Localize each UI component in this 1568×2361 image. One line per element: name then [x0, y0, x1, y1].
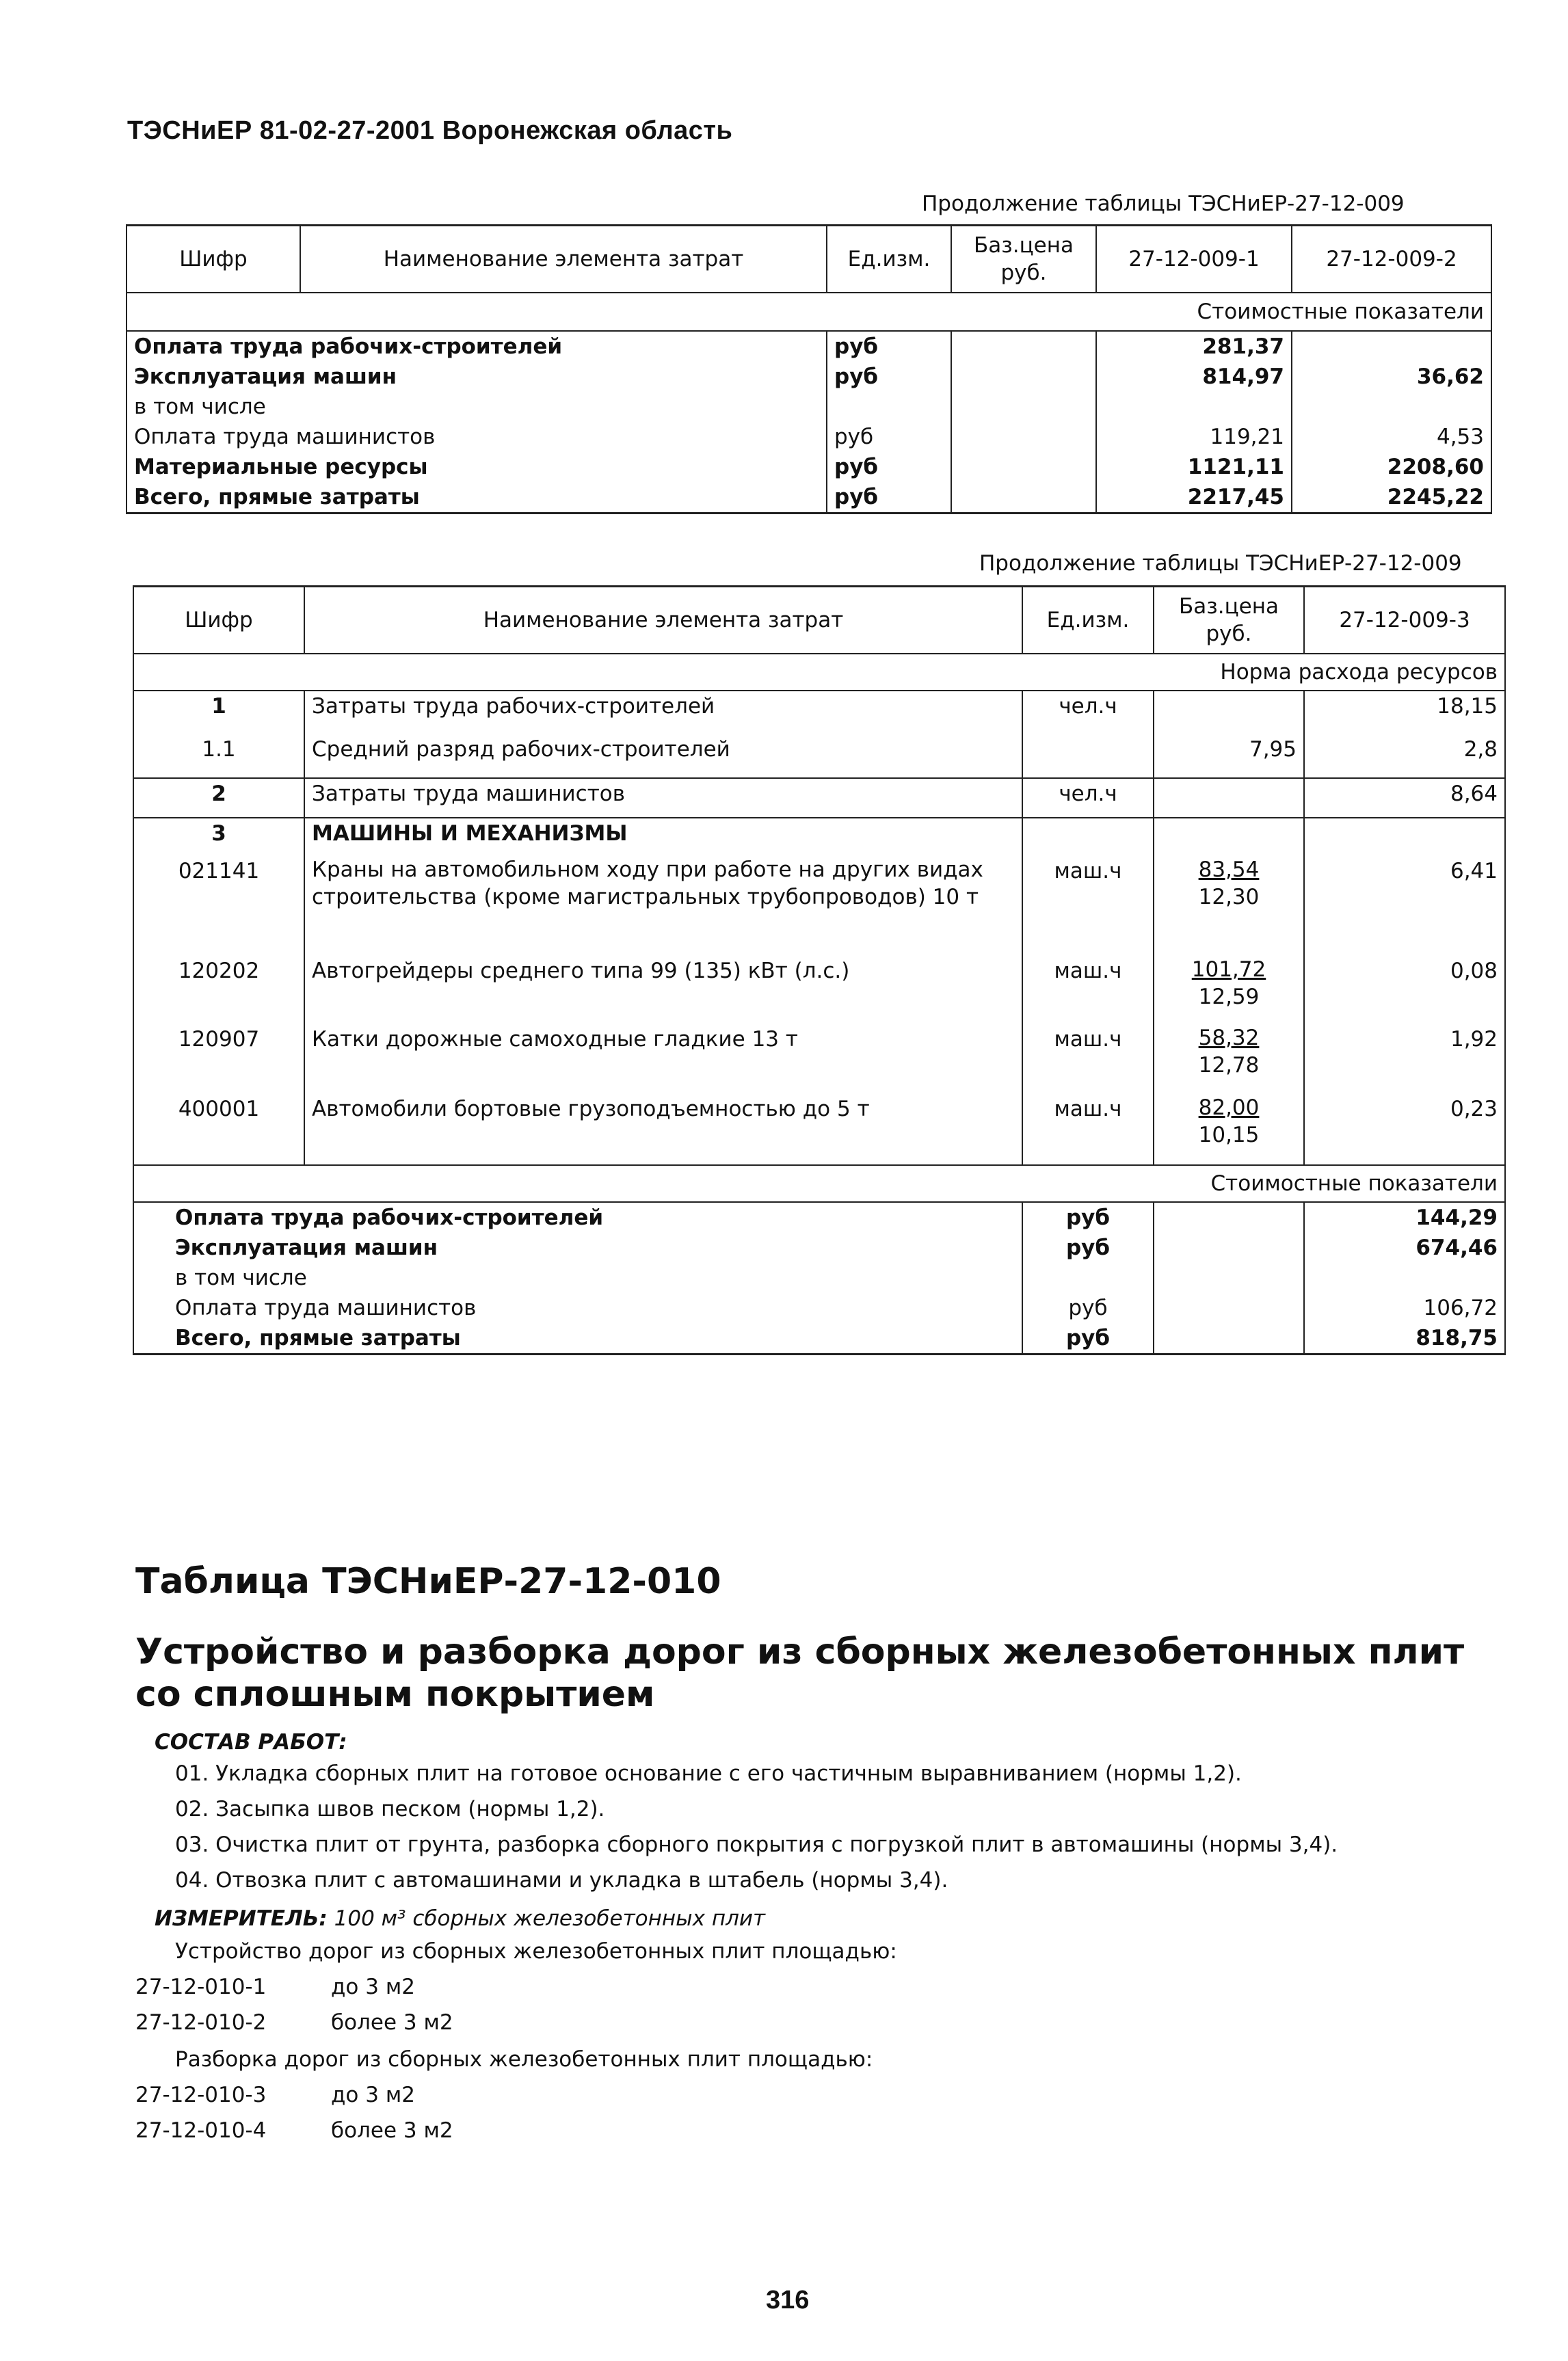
- row-price-cell: [1154, 1094, 1304, 1165]
- row-name: Автогрейдеры среднего типа 99 (135) кВт (л.с.): [304, 956, 1022, 1024]
- row-unit: [827, 392, 951, 422]
- work-item: 03. Очистка плит от грунта, разборка сборного покрытия с погрузкой плит в автомашины (нормы 3,4).: [175, 1832, 1338, 1857]
- row-col1: 119,21: [1096, 422, 1292, 452]
- row-name: в том числе: [127, 392, 827, 422]
- row-name: Оплата труда рабочих-строителей: [133, 1202, 1022, 1233]
- table-row: [133, 1024, 1505, 1094]
- norm-value: более 3 м2: [331, 2118, 453, 2143]
- row-price: 7,95: [1154, 734, 1304, 778]
- row-col1: 1121,11: [1096, 452, 1292, 482]
- row-name: Затраты труда рабочих-строителей: [304, 691, 1022, 734]
- row-unit: [1022, 1263, 1154, 1293]
- table1-continuation-caption: Продолжение таблицы ТЭСНиЕР-27-12-009: [922, 191, 1405, 216]
- row-code: 2: [133, 778, 304, 818]
- table1-header-row: [127, 226, 1491, 293]
- row-value: 106,72: [1304, 1293, 1505, 1323]
- page-number: 316: [766, 2286, 810, 2315]
- row-col2: [1292, 331, 1491, 362]
- row-price: [1154, 1202, 1304, 1233]
- works-label: СОСТАВ РАБОТ:: [155, 1730, 347, 1755]
- table1-header-base-price: Баз.цена руб.: [951, 226, 1096, 293]
- row-price-secondary: 10,15: [1198, 1122, 1260, 1147]
- row-unit: [1022, 818, 1154, 856]
- row-value: 144,29: [1304, 1202, 1505, 1233]
- row-name: Всего, прямые затраты: [127, 482, 827, 513]
- table1-section-row: [127, 293, 1491, 331]
- row-price: 58,32: [1198, 1025, 1260, 1050]
- row-unit: чел.ч: [1022, 691, 1154, 734]
- row-value: 2,8: [1304, 734, 1505, 778]
- table-row: [127, 452, 1491, 482]
- row-name: Материальные ресурсы: [127, 452, 827, 482]
- row-name: в том числе: [133, 1263, 1022, 1293]
- row-value: 1,92: [1304, 1024, 1505, 1094]
- norm-code: 27-12-010-1: [135, 1975, 267, 1999]
- table1-section-label: Стоимостные показатели: [127, 293, 1491, 331]
- table-row: [133, 856, 1505, 956]
- table-subtitle: Устройство и разборка дорог из сборных железобетонных плит со сплошным покрытием: [135, 1631, 1465, 1715]
- table2-header-name: Наименование элемента затрат: [304, 587, 1022, 654]
- table1-header-unit: Ед.изм.: [827, 226, 951, 293]
- table-row: [133, 1202, 1505, 1233]
- table-row: [133, 1094, 1505, 1165]
- row-base-price: [951, 452, 1096, 482]
- row-price-cell: [1154, 1024, 1304, 1094]
- row-unit: руб: [1022, 1233, 1154, 1263]
- row-unit: руб: [827, 452, 951, 482]
- table2-header-unit: Ед.изм.: [1022, 587, 1154, 654]
- row-unit: руб: [827, 331, 951, 362]
- row-value: [1304, 818, 1505, 856]
- row-unit: руб: [827, 482, 951, 513]
- table-row: [127, 482, 1491, 513]
- row-price: [1154, 1293, 1304, 1323]
- row-value: 8,64: [1304, 778, 1505, 818]
- table-row: [133, 691, 1505, 734]
- row-price-secondary: 12,78: [1198, 1052, 1260, 1078]
- row-name: Оплата труда рабочих-строителей: [127, 331, 827, 362]
- row-name: Краны на автомобильном ходу при работе на других видах строительства (кроме магистральных трубопроводов) 10 т: [304, 856, 1022, 956]
- table2-norm-section-label: Норма расхода ресурсов: [133, 654, 1505, 691]
- document-header: ТЭСНиЕР 81-02-27-2001 Воронежская область: [127, 116, 733, 145]
- row-unit: маш.ч: [1022, 1024, 1154, 1094]
- table-row: [133, 778, 1505, 818]
- row-name: Эксплуатация машин: [133, 1233, 1022, 1263]
- measure-value: 100 м³ сборных железобетонных плит: [334, 1906, 766, 1931]
- norm-code: 27-12-010-4: [135, 2118, 267, 2143]
- row-value: 818,75: [1304, 1323, 1505, 1355]
- row-unit: маш.ч: [1022, 856, 1154, 956]
- row-unit: чел.ч: [1022, 778, 1154, 818]
- norm-code: 27-12-010-3: [135, 2083, 267, 2107]
- row-value: 0,23: [1304, 1094, 1505, 1165]
- table1-header-col2: 27-12-009-2: [1292, 226, 1491, 293]
- table-row: [127, 362, 1491, 392]
- measure-label: ИЗМЕРИТЕЛЬ:: [155, 1906, 328, 1931]
- table2-continuation-caption: Продолжение таблицы ТЭСНиЕР-27-12-009: [979, 551, 1462, 576]
- table2-cost-section-row: [133, 1165, 1505, 1202]
- row-col1: [1096, 392, 1292, 422]
- table-row: [133, 1323, 1505, 1355]
- norm-code: 27-12-010-2: [135, 2010, 267, 2035]
- table-title: Таблица ТЭСНиЕР-27-12-010: [135, 1561, 721, 1602]
- row-value: 674,46: [1304, 1233, 1505, 1263]
- row-unit: маш.ч: [1022, 1094, 1154, 1165]
- row-base-price: [951, 482, 1096, 513]
- table2-cost-section-label: Стоимостные показатели: [133, 1165, 1505, 1202]
- row-col2: 2208,60: [1292, 452, 1491, 482]
- row-unit: руб: [827, 362, 951, 392]
- norm-value: до 3 м2: [331, 2083, 415, 2107]
- group-heading: Разборка дорог из сборных железобетонных плит площадью:: [175, 2047, 873, 2072]
- row-unit: маш.ч: [1022, 956, 1154, 1024]
- row-code: 3: [133, 818, 304, 856]
- row-col1: 2217,45: [1096, 482, 1292, 513]
- row-price: 83,54: [1198, 857, 1260, 882]
- row-price-cell: [1154, 956, 1304, 1024]
- table-row: [133, 1263, 1505, 1293]
- row-col2: 2245,22: [1292, 482, 1491, 513]
- row-name: Эксплуатация машин: [127, 362, 827, 392]
- table2-norm-section-row: [133, 654, 1505, 691]
- row-price: [1154, 1323, 1304, 1355]
- table-row: [133, 1293, 1505, 1323]
- table-row: [133, 734, 1505, 778]
- group-heading: Устройство дорог из сборных железобетонных плит площадью:: [175, 1939, 897, 1964]
- table1: [126, 224, 1492, 514]
- row-price: [1154, 778, 1304, 818]
- row-price-secondary: 12,30: [1198, 884, 1260, 909]
- row-code: 1: [133, 691, 304, 734]
- row-name: Оплата труда машинистов: [127, 422, 827, 452]
- row-col2: 4,53: [1292, 422, 1491, 452]
- row-price: [1154, 818, 1304, 856]
- row-price: 101,72: [1191, 957, 1266, 982]
- norm-value: до 3 м2: [331, 1975, 415, 1999]
- table-row: [133, 818, 1505, 856]
- row-price: [1154, 691, 1304, 734]
- table-row: [127, 392, 1491, 422]
- table2-header-code: Шифр: [133, 587, 304, 654]
- row-price: [1154, 1233, 1304, 1263]
- row-code: 120907: [133, 1024, 304, 1094]
- table-row: [133, 1233, 1505, 1263]
- row-code: 400001: [133, 1094, 304, 1165]
- table1-header-name: Наименование элемента затрат: [300, 226, 827, 293]
- measure-line: [155, 1906, 765, 1931]
- row-value: 6,41: [1304, 856, 1505, 956]
- row-value: 0,08: [1304, 956, 1505, 1024]
- work-item: 01. Укладка сборных плит на готовое основание с его частичным выравниванием (нормы 1,2).: [175, 1761, 1242, 1786]
- row-base-price: [951, 422, 1096, 452]
- row-unit: руб: [1022, 1323, 1154, 1355]
- row-name: МАШИНЫ И МЕХАНИЗМЫ: [304, 818, 1022, 856]
- table1-header-code: Шифр: [127, 226, 300, 293]
- table-row: [127, 422, 1491, 452]
- row-name: Автомобили бортовые грузоподъемностью до 5 т: [304, 1094, 1022, 1165]
- table2-header-row: [133, 587, 1505, 654]
- row-unit: руб: [827, 422, 951, 452]
- row-base-price: [951, 392, 1096, 422]
- row-code: 1.1: [133, 734, 304, 778]
- row-name: Оплата труда машинистов: [133, 1293, 1022, 1323]
- row-price: [1154, 1263, 1304, 1293]
- row-col1: 814,97: [1096, 362, 1292, 392]
- row-value: [1304, 1263, 1505, 1293]
- row-price-cell: [1154, 856, 1304, 956]
- row-value: 18,15: [1304, 691, 1505, 734]
- row-name: Затраты труда машинистов: [304, 778, 1022, 818]
- row-name: Катки дорожные самоходные гладкие 13 т: [304, 1024, 1022, 1094]
- row-base-price: [951, 331, 1096, 362]
- row-code: 021141: [133, 856, 304, 956]
- table-row: [127, 331, 1491, 362]
- table1-header-col1: 27-12-009-1: [1096, 226, 1292, 293]
- row-col2: 36,62: [1292, 362, 1491, 392]
- row-name: Средний разряд рабочих-строителей: [304, 734, 1022, 778]
- row-unit: [1022, 734, 1154, 778]
- row-col1: 281,37: [1096, 331, 1292, 362]
- table-row: [133, 956, 1505, 1024]
- row-unit: руб: [1022, 1293, 1154, 1323]
- work-item: 02. Засыпка швов песком (нормы 1,2).: [175, 1797, 605, 1822]
- row-col2: [1292, 392, 1491, 422]
- row-price-secondary: 12,59: [1198, 984, 1260, 1009]
- row-unit: руб: [1022, 1202, 1154, 1233]
- row-name: Всего, прямые затраты: [133, 1323, 1022, 1355]
- row-base-price: [951, 362, 1096, 392]
- row-price: 82,00: [1198, 1095, 1260, 1120]
- work-item: 04. Отвозка плит с автомашинами и укладка в штабель (нормы 3,4).: [175, 1868, 948, 1893]
- table2-header-col1: 27-12-009-3: [1304, 587, 1505, 654]
- norm-value: более 3 м2: [331, 2010, 453, 2035]
- row-code: 120202: [133, 956, 304, 1024]
- table2-header-base-price: Баз.цена руб.: [1154, 587, 1304, 654]
- table2: [133, 585, 1506, 1355]
